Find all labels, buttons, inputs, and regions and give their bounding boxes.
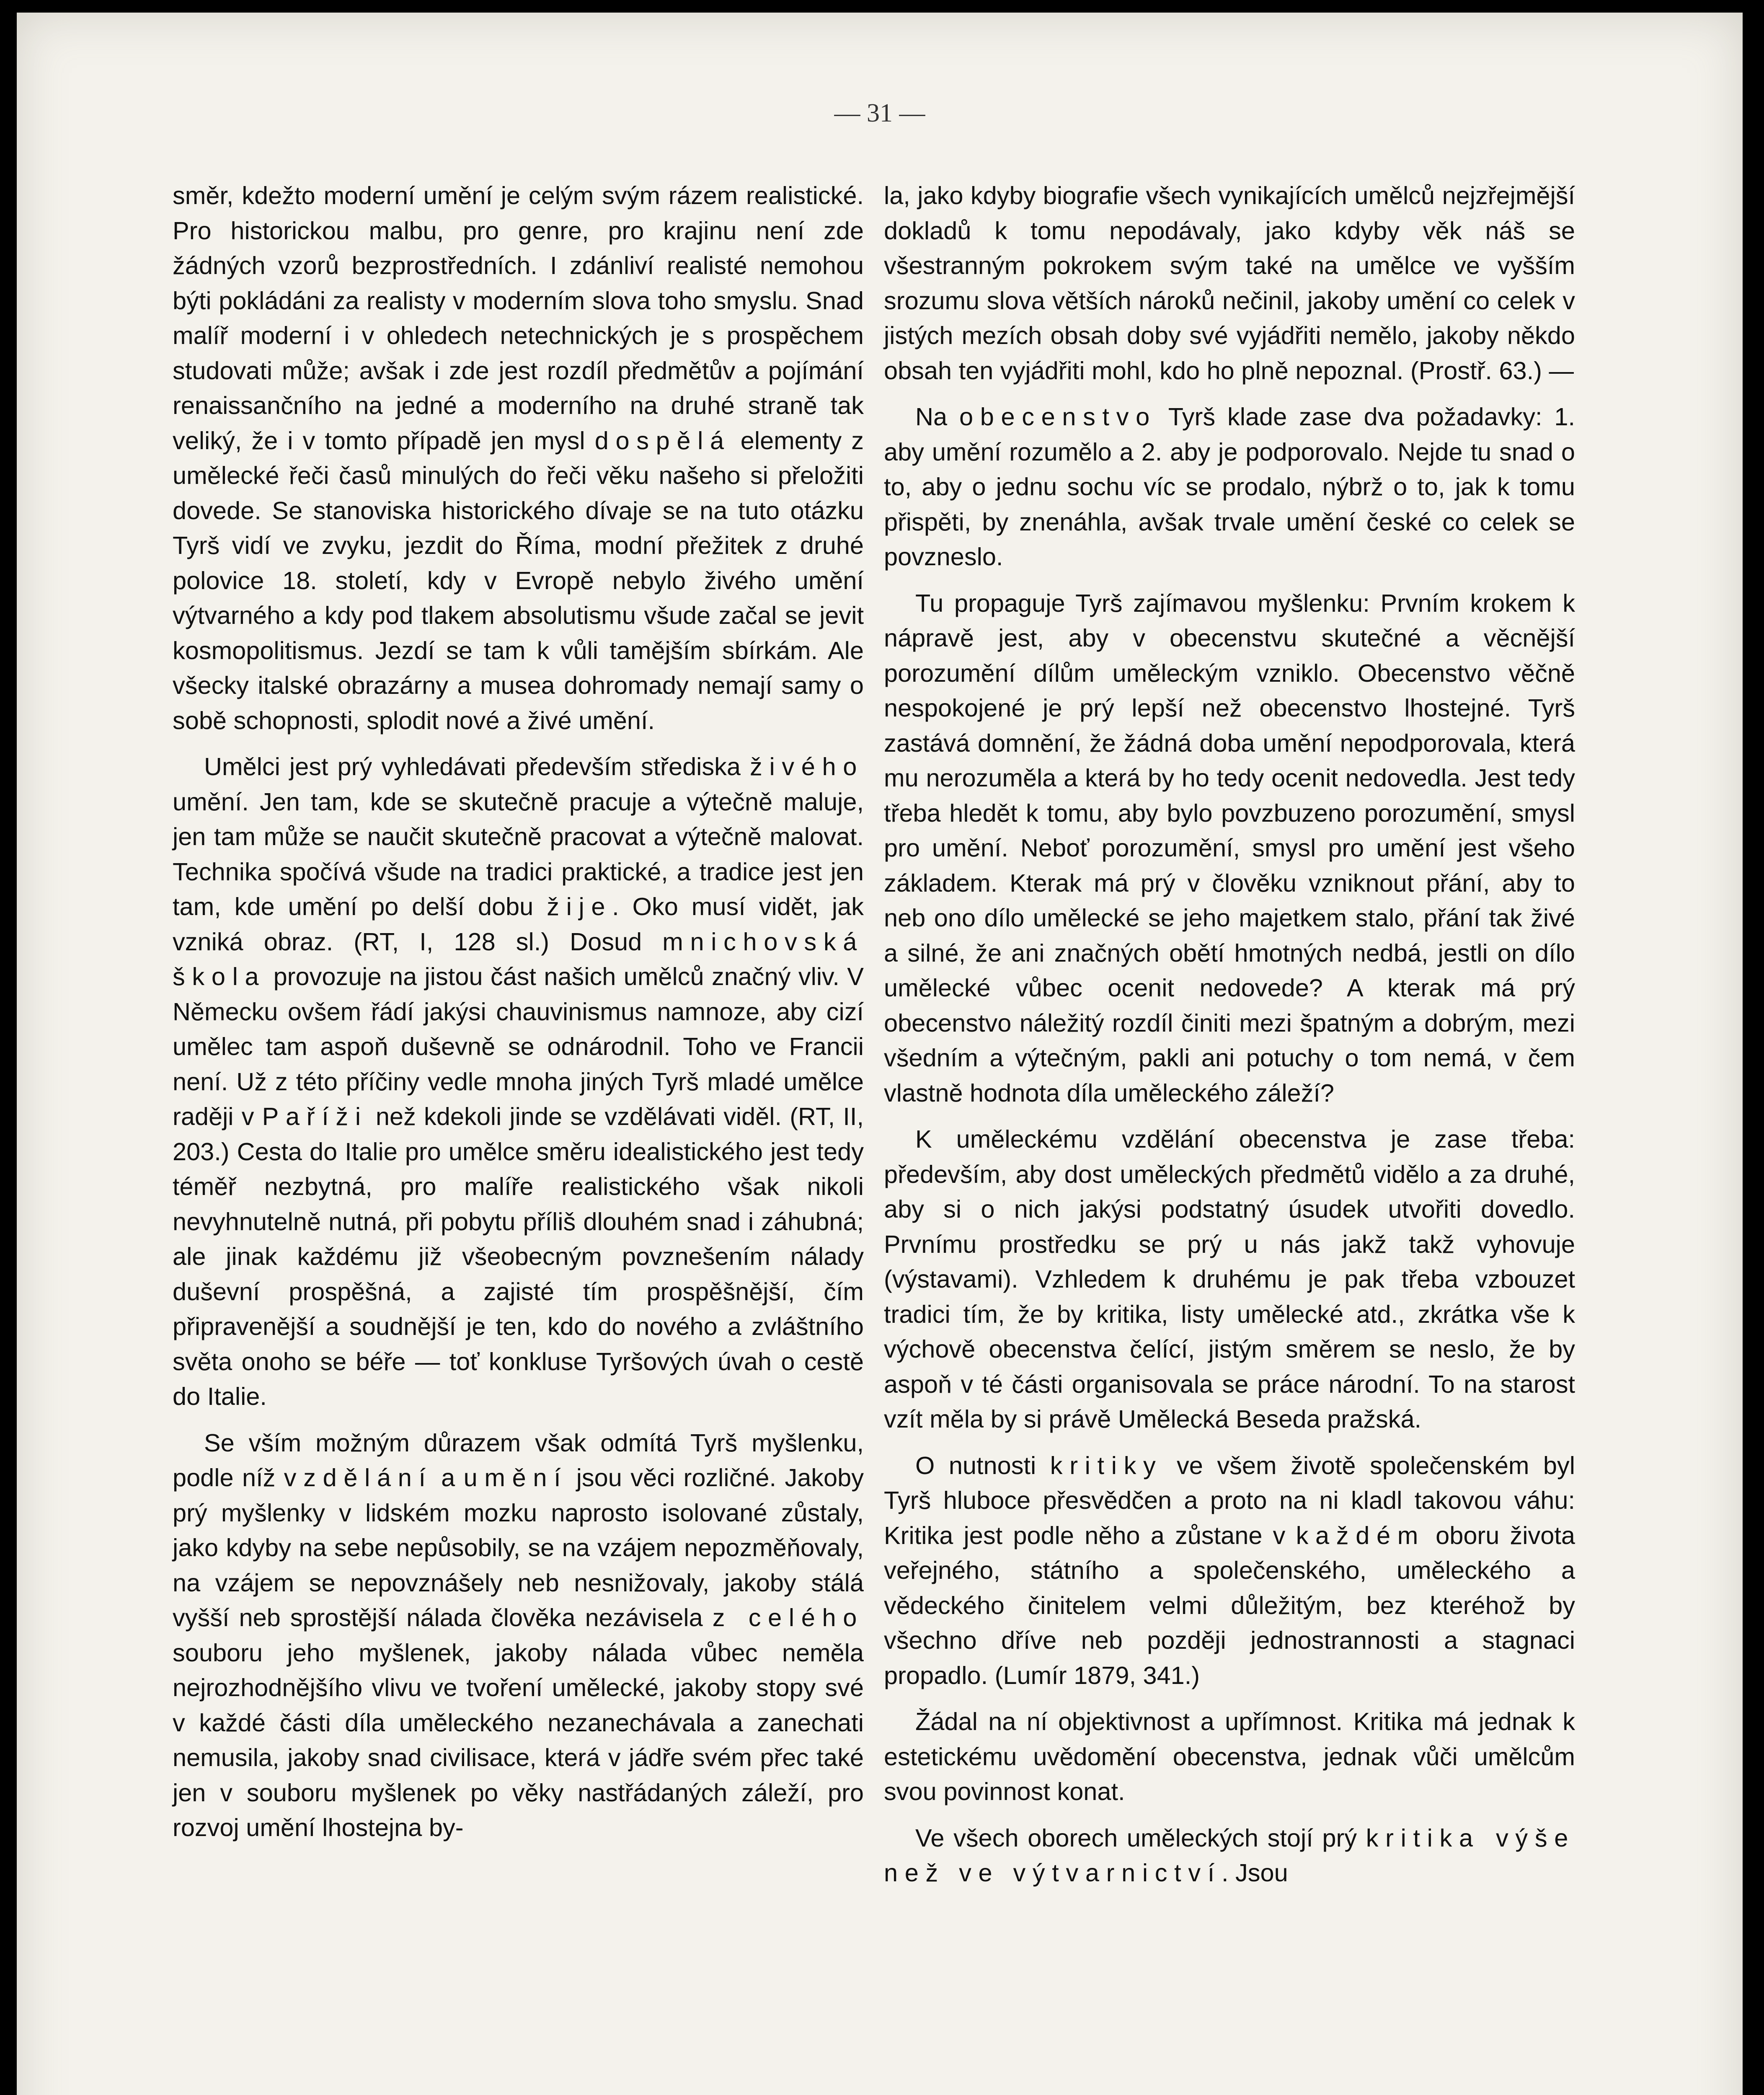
text-run: oboru života veřejného, státního a společenského, uměleckého a vědeckého činitelem velmi důležitým, bez kteréhož by všechno dříve neb později jednostrannosti a stagnaci propadlo. (Lumír 1879, 341.) bbox=[884, 1521, 1575, 1689]
text-run: směr, kdežto moderní umění je celým svým rázem realistické. Pro historickou malbu, pro genre, pro krajinu není zde žádných vzorů bezprostředních. I zdánliví realisté nemohou býti pokládáni za realisty v moderním slova toho smyslu. Snad malíř moderní i v ohledech netechnických je s prospěchem studovati může; avšak i zde jest rozdíl předmětův a pojímání renaissančního na jedné a moderního na druhé straně tak veliký, že i v tomto případě jen mysl bbox=[173, 181, 864, 455]
spaced-emphasis: dospělá bbox=[594, 426, 731, 455]
paragraph bbox=[884, 1448, 1575, 1693]
left-column bbox=[173, 178, 864, 1857]
page-number: — 31 — bbox=[834, 99, 925, 127]
text-run: . Jsou bbox=[1221, 1859, 1288, 1887]
spaced-emphasis: obecenstvo bbox=[959, 403, 1157, 431]
spaced-emphasis: umění bbox=[463, 1464, 568, 1492]
text-run: Umělci jest prý vyhledávati především střediska bbox=[204, 753, 750, 781]
text-run: souboru jeho myšlenek, jakoby nálada vůbec neměla nejrozhodnějšího vlivu ve tvoření umělecké, jakoby stopy své v každé části díla uměleckého nezanechávala a zanechati nemusila, jakoby snad civilisace, která v jádře svém přec také jen v souboru myšlenek po věky nastřádaných záleží, pro rozvoj umění lhostejna by- bbox=[173, 1638, 864, 1842]
spaced-emphasis: každém bbox=[1296, 1521, 1425, 1549]
spaced-emphasis: živého bbox=[750, 753, 864, 781]
text-run: Tyrš klade zase dva požadavky: 1. aby umění rozumělo a 2. aby je podporovalo. Nejde tu snad o to, aby o jednu sochu víc se prodalo, nýbrž o to, jak k tomu přispěti, by znenáhla, avšak trvale umění české co celek se povzneslo. bbox=[884, 403, 1575, 571]
spaced-emphasis: mnichovská škola bbox=[173, 927, 864, 991]
right-column bbox=[884, 178, 1575, 1902]
text-run: umění. Jen tam, kde se skutečně pracuje a výtečně maluje, jen tam může se naučit skutečně pracovat a výtečně malovat. Technika spočívá všude na tradici praktické, a tradice jest jen tam, kde umění po delší dobu bbox=[173, 787, 864, 921]
spaced-emphasis: žije bbox=[547, 892, 612, 921]
text-run: Se vším možným důrazem však odmítá Tyrš myšlenku, podle níž bbox=[173, 1428, 864, 1492]
text-run: než kdekoli jinde se vzdělávati viděl. (RT, II, 203.) Cesta do Italie pro umělce směru idealistického jest tedy téměř nezbytná, pro malíře realistického však nikoli nevyhnutelně nutná, při pobytu příliš dlouhém snad i záhubná; ale jinak každému již všeobecným povznešením nálady duševní prospěšná, a zajisté tím prospěšnější, čím připravenější a soudnější je ten, kdo do nového a zvláštního světa onoho se béře — toť konkluse Tyršových úvah o cestě do Italie. bbox=[173, 1102, 864, 1410]
paragraph: Tu propaguje Tyrš zajímavou myšlenku: Prvním krokem k nápravě jest, aby v obecenstvu skutečné a věcnější porozumění dílům uměleckým vzniklo. Obecenstvo věčně nespokojené je prý lepší než obecenstvo lhostejné. Tyrš zastává domnění, že žádná doba umění nepodporovala, která mu nerozuměla a která by ho tedy ocenit nedovedla. Jest tedy třeba hledět k tomu, aby bylo povzbuzeno porozumění, smysl pro umění. Neboť porozumění, smysl pro umění jest všeho základem. Kterak má prý v člověku vzniknout přání, aby to neb ono dílo umělecké se jeho majetkem stalo, přání tak živé a silné, že ani značných obětí hmotných nedbá, jestli on dílo umělecké vůbec ocenit nedovede? A kterak má prý obecenstvo náležitý rozdíl činiti mezi špatným a dobrým, mezi všedním a výtečným, pakli ani potuchy o tom nemá, v čem vlastně hodnota díla uměleckého záleží? bbox=[884, 589, 1575, 1107]
paragraph bbox=[173, 1425, 864, 1845]
paragraph bbox=[173, 749, 864, 1414]
spaced-emphasis: z celého bbox=[712, 1604, 864, 1632]
spaced-emphasis: kritiky bbox=[1050, 1451, 1163, 1479]
text-run: O nutnosti bbox=[915, 1451, 1050, 1479]
text-run: ve všem životě společenském byl Tyrš hluboce přesvědčen a proto na ni kladl takovou váhu: Kritika jest podle něho a zůstane v bbox=[884, 1451, 1575, 1549]
paragraph: Žádal na ní objektivnost a upřímnost. Kritika má jednak k estetickému uvědomění obecenstva, jednak vůči umělcům svou povinnost konat. bbox=[884, 1707, 1575, 1805]
spaced-emphasis: vzdělání bbox=[284, 1464, 433, 1492]
text-run: . Oko musí vidět, jak vzniká obraz. (RT, I, 128 sl.) Dosud bbox=[173, 892, 864, 956]
paragraph bbox=[884, 1821, 1575, 1891]
paragraph: K uměleckému vzdělání obecenstva je zase třeba: především, aby dost uměleckých předmětů vidělo a za druhé, aby si o nich jakýsi podstatný úsudek utvořiti dovedlo. Prvnímu prostředku se prý u nás jakž takž vyhovuje (výstavami). Vzhledem k druhému je pak třeba vzbouzet tradici tím, že by kritika, listy umělecké atd., zkrátka vše k výchově obecenstva čelící, jistým směrem se neslo, že by aspoň v té části organisovala se práce národní. To na starost vzít měla by si právě Umělecká Beseda pražská. bbox=[884, 1125, 1575, 1433]
scanned-page bbox=[17, 13, 1743, 2095]
text-run: Ve všech oborech uměleckých stojí prý bbox=[915, 1823, 1366, 1852]
text-run: a bbox=[432, 1464, 464, 1492]
spaced-emphasis: kritika výše než ve výtvarnictví bbox=[884, 1823, 1575, 1887]
spaced-emphasis: Paříži bbox=[262, 1102, 368, 1130]
paragraph: la, jako kdyby biografie všech vynikajících umělců nejzřejmější dokladů k tomu nepodávaly, jako kdyby věk náš se všestranným pokrokem svým také na umělce ve vyšším srozumu slova větších nároků nečinil, jakoby umění co celek v jistých mezích obsah doby své vyjádřiti nemělo, jakoby někdo obsah ten vyjádřiti mohl, kdo ho plně nepoznal. (Prostř. 63.) — bbox=[884, 181, 1575, 385]
paragraph bbox=[884, 399, 1575, 574]
text-run: elementy z umělecké řeči časů minulých do řeči věku našeho si přeložiti dovede. Se stanoviska historického dívaje se na tuto otázku Tyrš vidí ve zvyku, jezdit do Říma, modní přežitek z druhé polovice 18. století, kdy v Evropě nebylo živého umění výtvarného a kdy pod tlakem absolutismu všude začal se jevit kosmopolitismus. Jezdí se tam k vůli tamějším sbírkám. Ale všecky italské obrazárny a musea dohromady nemají samy o sobě schopnosti, splodit nové a živé umění. bbox=[173, 426, 864, 735]
text-run: Na bbox=[915, 403, 959, 431]
paragraph bbox=[173, 178, 864, 738]
text-run: jsou věci rozličné. Jakoby prý myšlenky v lidském mozku naprosto isolované zůstaly, jako kdyby na sebe nepůsobily, se na vzájem nepozměňovaly, na vzájem se nepovznášely neb nesnižovaly, jakoby stálá vyšší neb sprostější nálada člověka nezávisela bbox=[173, 1464, 864, 1632]
text-run: provozuje na jistou část našich umělců značný vliv. V Německu ovšem řádí jakýsi chauvinismus namnoze, aby cizí umělec tam aspoň duševně se odnárodnil. Toho ve Francii není. Už z této příčiny vedle mnoha jiných Tyrš mladé umělce raději v bbox=[173, 962, 864, 1130]
